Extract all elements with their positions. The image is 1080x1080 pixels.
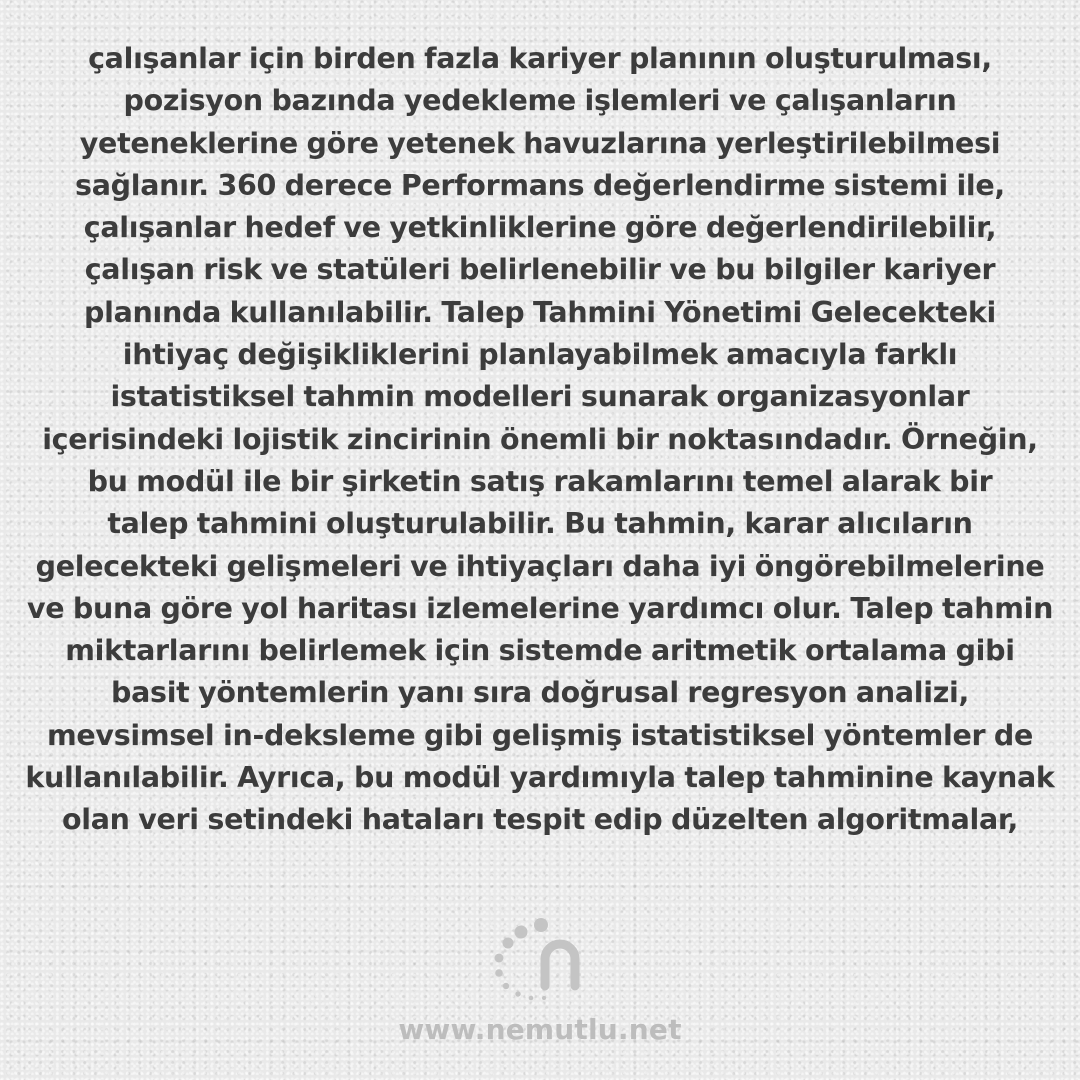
text-line: sağlanır. 360 derece Performans değerlendirme sistemi ile, — [75, 168, 1005, 202]
text-line: çalışanlar hedef ve yetkinliklerine göre değerlendirilebilir, — [83, 211, 997, 245]
text-line: planında kullanılabilir. Talep Tahmini Yönetimi Gelecekteki — [84, 295, 996, 329]
text-line: kullanılabilir. Ayrıca, bu modül yardımıyla talep tahminine kaynak — [25, 761, 1055, 795]
text-line: istatistiksel tahmin modelleri sunarak organizasyonlar — [110, 380, 970, 414]
text-line: pozisyon bazında yedekleme işlemleri ve çalışanların — [123, 84, 957, 118]
text-line: talep tahmini oluşturulabilir. Bu tahmin, karar alıcıların — [107, 507, 973, 541]
text-line: mevsimsel in-deksleme gibi gelişmiş istatistiksel yöntemler de — [46, 718, 1034, 752]
text-line: içerisindeki lojistik zincirinin önemli bir noktasındadır. Örneğin, — [42, 422, 1038, 456]
text-line: miktarlarını belirlemek için sistemde aritmetik ortalama gibi — [65, 634, 1015, 668]
website-watermark: www.nemutlu.net — [398, 1013, 682, 1046]
text-line: çalışanlar için birden fazla kariyer planının oluşturulması, — [88, 42, 992, 75]
text-line: gelecekteki gelişmeleri ve ihtiyaçları daha iyi öngörebilmelerine — [35, 549, 1045, 583]
nemutlu-logo-icon — [488, 912, 592, 1004]
text-line: bu modül ile bir şirketin satış rakamlarını temel alarak bir — [87, 464, 993, 498]
text-line: olan veri setindeki hataları tespit edip düzelten algoritmalar, — [61, 803, 1019, 837]
text-line: ihtiyaç değişikliklerini planlayabilmek amacıyla farklı — [122, 338, 958, 372]
text-line: yeteneklerine göre yetenek havuzlarına yerleştirilebilmesi — [79, 126, 1001, 160]
text-line: ve buna göre yol haritası izlemelerine yardımcı olur. Talep tahmin — [26, 591, 1054, 625]
text-line: basit yöntemlerin yanı sıra doğrusal regresyon analizi, — [111, 676, 969, 710]
article-text — [0, 38, 1080, 842]
text-line: çalışan risk ve statüleri belirlenebilir ve bu bilgiler kariyer — [84, 253, 996, 287]
